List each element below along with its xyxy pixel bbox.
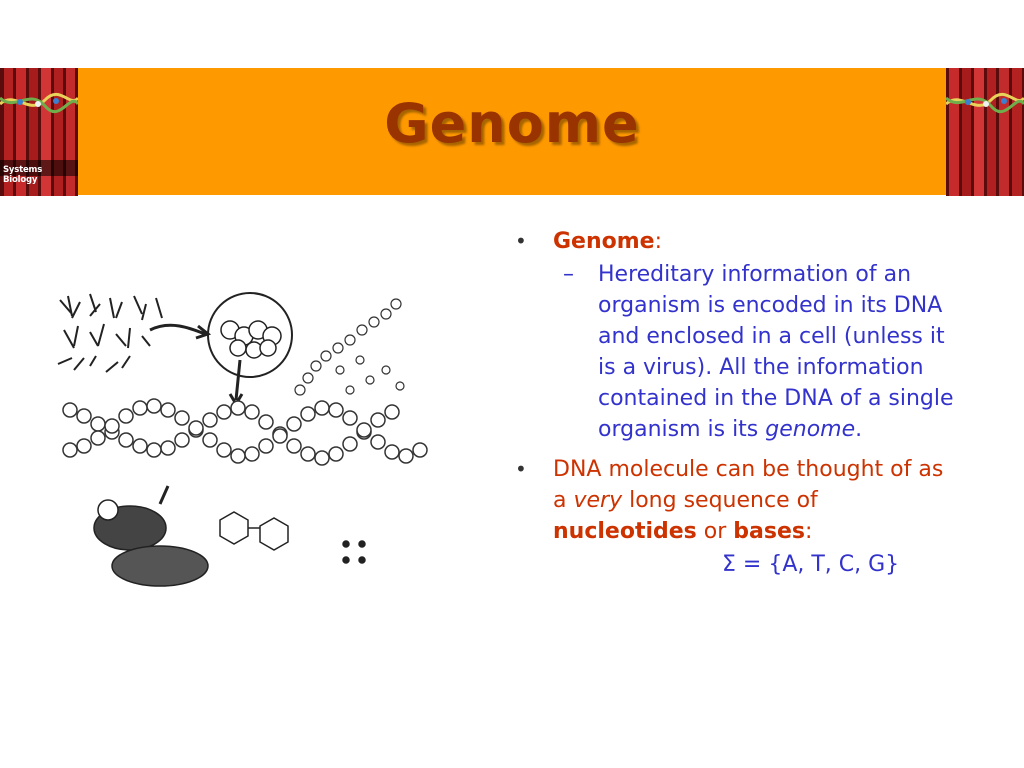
bullet-genome [515, 226, 955, 257]
right-decoration [946, 68, 1024, 196]
title-band [78, 68, 946, 197]
alphabet-set: = {A, T, C, G} [742, 552, 900, 577]
nucleotides-term: nucleotides [553, 519, 697, 544]
bullet-dot-icon: • [515, 457, 527, 481]
bullet-dot-icon: • [515, 229, 527, 253]
sub-bullet-hereditary [515, 259, 955, 445]
dna-logo-icon [946, 68, 1024, 196]
dna-text-2: long sequence of [629, 488, 818, 513]
hereditary-text: Hereditary information of an organism is encoded in its DNA and enclosed in a cell (unless it is a virus). All the information contained in the DNA of a single organism is its [598, 262, 954, 442]
sigma-symbol: Σ [722, 552, 736, 577]
bases-term: bases [733, 519, 805, 544]
sub-period: . [855, 417, 863, 442]
genome-emphasis: genome [765, 417, 856, 442]
bases-colon: : [805, 519, 813, 544]
genome-term: Genome [553, 229, 655, 254]
dash-bullet-icon: – [563, 262, 574, 287]
slide-title: Genome [384, 92, 640, 155]
dna-illustration [50, 290, 440, 590]
systems-biology-logo [0, 68, 78, 196]
bullet-list [515, 226, 955, 580]
genome-colon: : [654, 229, 663, 254]
dna-text-1: DNA molecule can be thought of as a [553, 457, 944, 513]
bullet-dna-molecule [515, 454, 955, 547]
or-text: or [703, 519, 727, 544]
alphabet-definition [515, 549, 955, 580]
logo-caption: Systems Biology [3, 165, 43, 185]
very-emphasis: very [573, 488, 623, 513]
